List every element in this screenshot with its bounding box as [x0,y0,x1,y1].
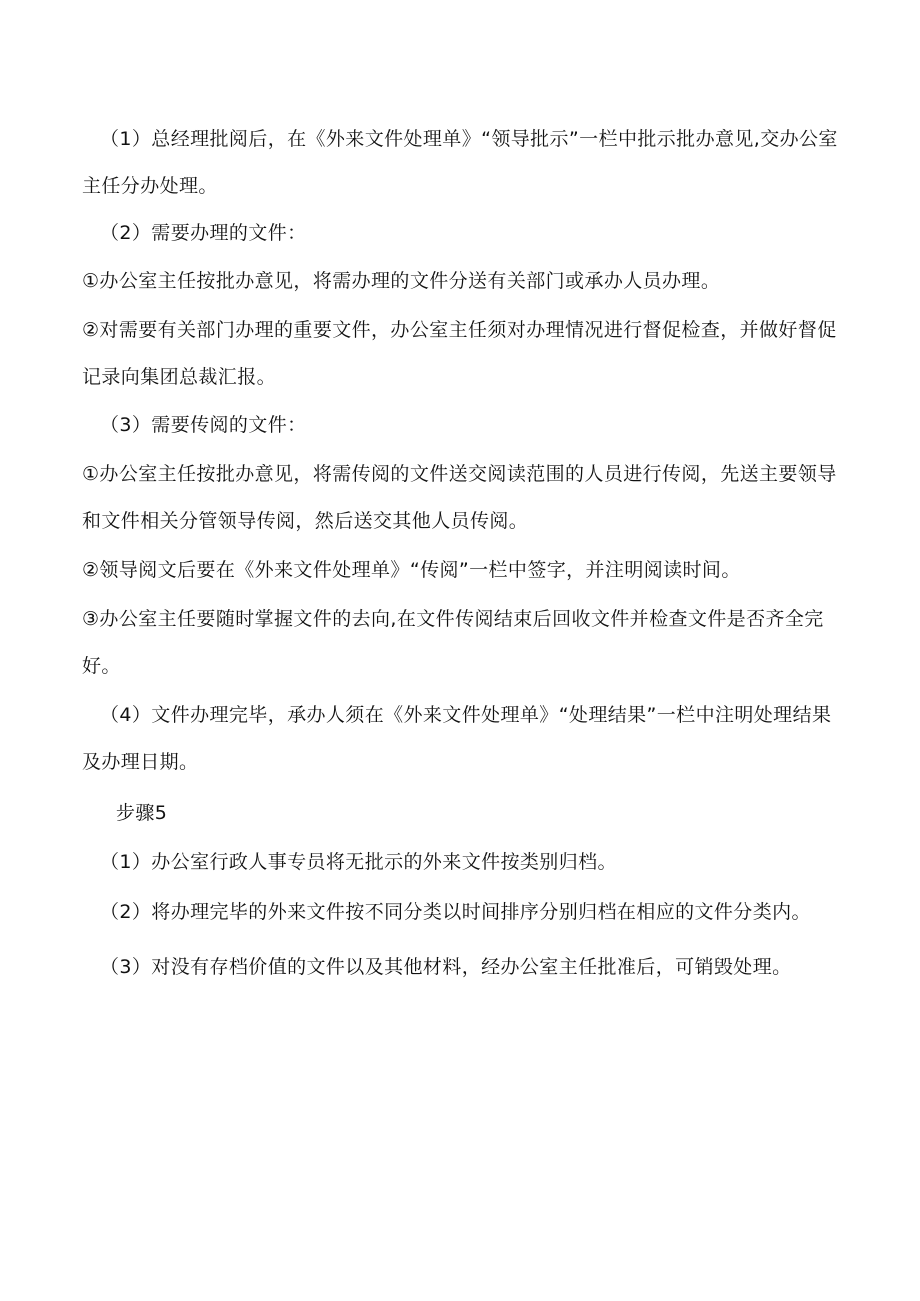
paragraph-1: （1）总经理批阅后，在《外来文件处理单》“领导批示”一栏中批示批办意见,交办公室主任分办处理。 [82,128,838,197]
paragraph-8: ③办公室主任要随时掌握文件的去向,在文件传阅结束后回收文件并检查文件是否齐全完好。 [82,608,824,677]
paragraph-7: ②领导阅文后要在《外来文件处理单》“传阅”一栏中签字，并注明阅读时间。 [82,559,741,581]
step-heading: 步骤5 [116,802,168,824]
paragraph-4: ②对需要有关部门办理的重要文件，办公室主任须对办理情况进行督促检查，并做好督促记录向集团总裁汇报。 [82,319,837,388]
paragraph-11: （2）将办理完毕的外来文件按不同分类以时间排序分别归档在相应的文件分类内。 [100,901,811,923]
paragraph-10: （1）办公室行政人事专员将无批示的外来文件按类别归档。 [100,851,617,873]
paragraph-12: （3）对没有存档价值的文件以及其他材料，经办公室主任批准后，可销毁处理。 [100,956,792,978]
paragraph-5: （3）需要传阅的文件： [100,414,307,436]
paragraph-9: （4）文件办理完毕，承办人须在《外来文件处理单》“处理结果”一栏中注明处理结果及办理日期。 [82,704,832,773]
paragraph-2: （2）需要办理的文件： [100,222,307,244]
paragraph-6: ①办公室主任按批办意见，将需传阅的文件送交阅读范围的人员进行传阅，先送主要领导和文件相关分管领导传阅，然后送交其他人员传阅。 [82,463,837,532]
paragraph-3: ①办公室主任按批办意见，将需办理的文件分送有关部门或承办人员办理。 [82,270,721,292]
